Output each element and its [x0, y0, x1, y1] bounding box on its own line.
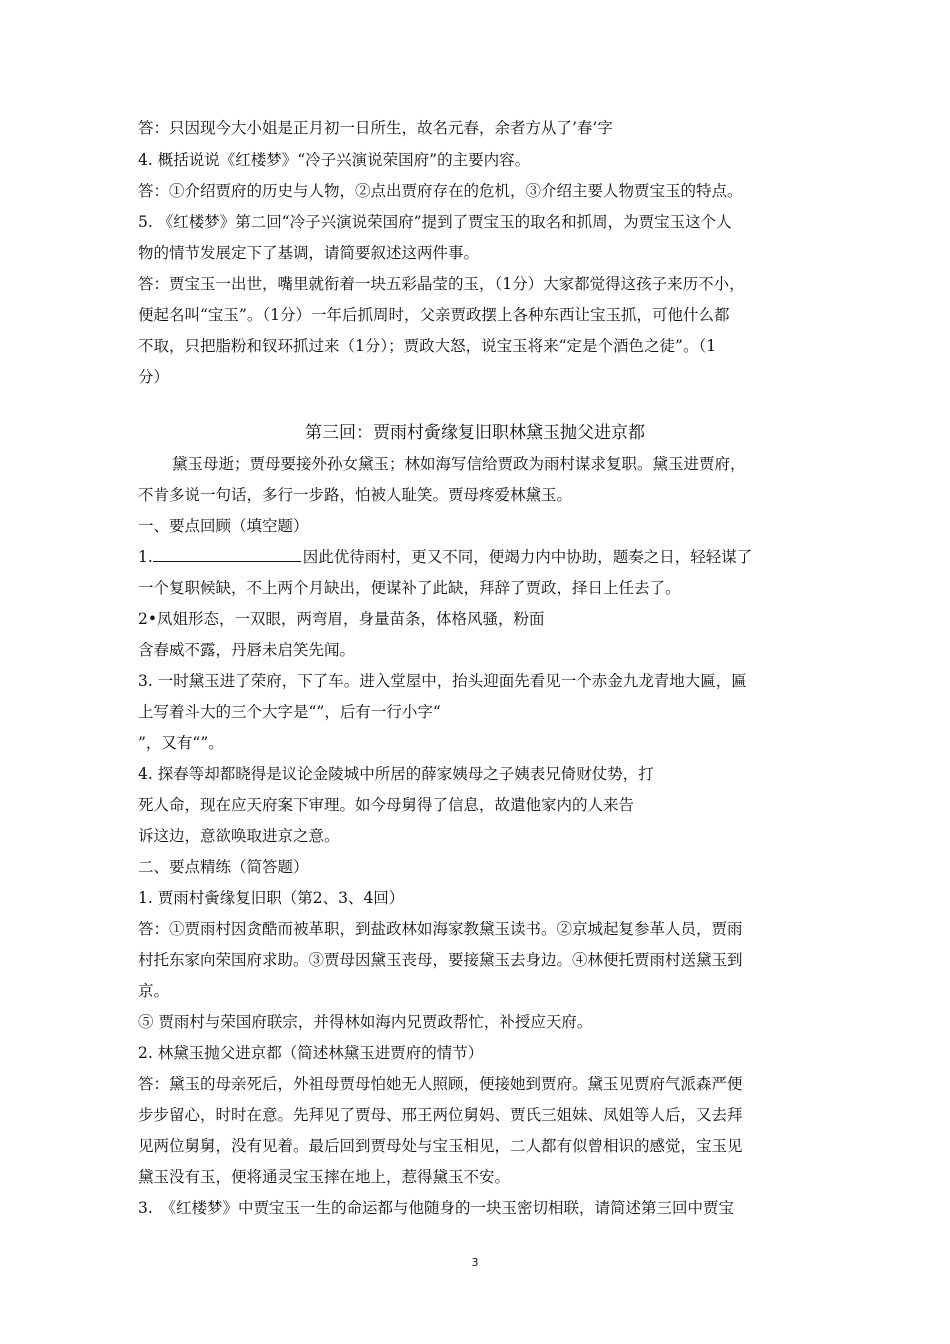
chapter-title: 第三回：贾雨村夤缘复旧职林黛玉抛父进京都: [305, 423, 645, 443]
fill-blank-3-cont: 上写着斗大的三个大字是“”，后有一行小字“: [138, 703, 441, 721]
fill-blank-2: 2•凤姐形态，一双眼，两弯眉，身量苗条，体格风骚，粉面: [138, 610, 545, 628]
fill-blank-2-cont: 含春威不露，丹唇未启笑先闻。: [138, 641, 356, 659]
summary-paragraph: 黛玉母逝；贾母要接外孙女黛玉；林如海写信给贾政为雨村谋求复职。黛玉进贾府，: [172, 455, 746, 473]
page-number: 3: [471, 1256, 479, 1269]
fill-blank-4-cont: 诉这边，意欲唤取进京之意。: [138, 827, 340, 845]
short-answer-3: 3. 《红楼梦》中贾宝玉一生的命运都与他随身的一块玉密切相联，请简述第三回中贾宝: [138, 1199, 735, 1217]
question-4: 4. 概括说说《红楼梦》“冷子兴演说荣国府”的主要内容。: [138, 151, 531, 169]
answer-line: 京。: [138, 982, 170, 1000]
fill-blank-4: 4. 探春等却都晓得是议论金陵城中所居的薛家姨母之子姨表兄倚财仗势，打: [138, 765, 654, 783]
short-answer-2: 2. 林黛玉抛父进京都（简述林黛玉进贾府的情节）: [138, 1044, 484, 1062]
section-heading: 二、要点精练（简答题）: [138, 858, 309, 876]
question-5-cont: 物的情节发展定下了基调，请简要叙述这两件事。: [138, 244, 480, 262]
item-number: 1.: [138, 548, 153, 566]
fill-blank-1: [138, 547, 818, 567]
answer-line: ⑤ 贾雨村与荣国府联宗，并得林如海内兄贾政帮忙，补授应天府。: [138, 1013, 593, 1031]
fill-blank-3-cont: ”，又有“”。: [138, 734, 224, 752]
blank-underline: [153, 547, 301, 562]
summary-paragraph-cont: 不肯多说一句话，多行一步路，怕被人耻笑。贾母疼爱林黛玉。: [138, 486, 573, 504]
answer-line: 步步留心，时时在意。先拜见了贾母、邢王两位舅妈、贾氏三姐妹、凤姐等人后，又去拜: [138, 1106, 743, 1124]
answer-line: 答：只因现今大小姐是正月初一日所生，故名元春，余者方从了’春’字: [138, 119, 613, 137]
short-answer-1: 1. 贾雨村夤缘复旧职（第2、3、4回）: [138, 889, 405, 907]
answer-line: 答：①贾雨村因贪酷而被革职，到盐政林如海家教黛玉读书。②京城起复参革人员，贾雨: [138, 920, 743, 938]
answer-line: 黛玉没有玉，便将通灵宝玉摔在地上，惹得黛玉不安。: [138, 1168, 511, 1186]
fill-blank-text: 因此优待雨村，更又不同，便竭力内中协助，题奏之日，轻轻谋了: [302, 548, 753, 566]
answer-line: 村托东家向荣国府求助。③贾母因黛玉丧母，要接黛玉去身边。④林便托贾雨村送黛玉到: [138, 951, 743, 969]
fill-blank-1-cont: 一个复职候缺，不上两个月缺出，便谋补了此缺，拜辞了贾政，择日上任去了。: [138, 579, 681, 597]
fill-blank-3: 3. 一时黛玉进了荣府，下了车。进入堂屋中，抬头迎面先看见一个赤金九龙青地大匾，匾: [138, 672, 747, 690]
section-heading: 一、要点回顾（填空题）: [138, 517, 309, 535]
answer-line: 便起名叫“宝玉”。（1分）一年后抓周时，父亲贾政摆上各种东西让宝玉抓，可他什么都: [138, 306, 730, 324]
answer-line: 不取，只把脂粉和钗环抓过来（1分）；贾政大怒，说宝玉将来“定是个酒色之徒”。（1: [138, 337, 717, 355]
answer-line: 答：黛玉的母亲死后，外祖母贾母怕她无人照顾，便接她到贾府。黛玉见贾府气派森严便: [138, 1075, 743, 1093]
answer-line: 分）: [138, 368, 170, 386]
question-5: 5. 《红楼梦》第二回“冷子兴演说荣国府”提到了贾宝玉的取名和抓周，为贾宝玉这个人: [138, 213, 732, 231]
fill-blank-4-cont: 死人命，现在应天府案下审理。如今母舅得了信息，故遣他家内的人来告: [138, 796, 635, 814]
answer-line: 见两位舅舅，没有见着。最后回到贾母处与宝玉相见，二人都有似曾相识的感觉，宝玉见: [138, 1137, 743, 1155]
answer-line: 答：①介绍贾府的历史与人物，②点出贾府存在的危机，③介绍主要人物贾宝玉的特点。: [138, 182, 743, 200]
answer-line: 答：贾宝玉一出世，嘴里就衔着一块五彩晶莹的玉，（1分）大家都觉得这孩子来历不小，: [138, 275, 745, 293]
